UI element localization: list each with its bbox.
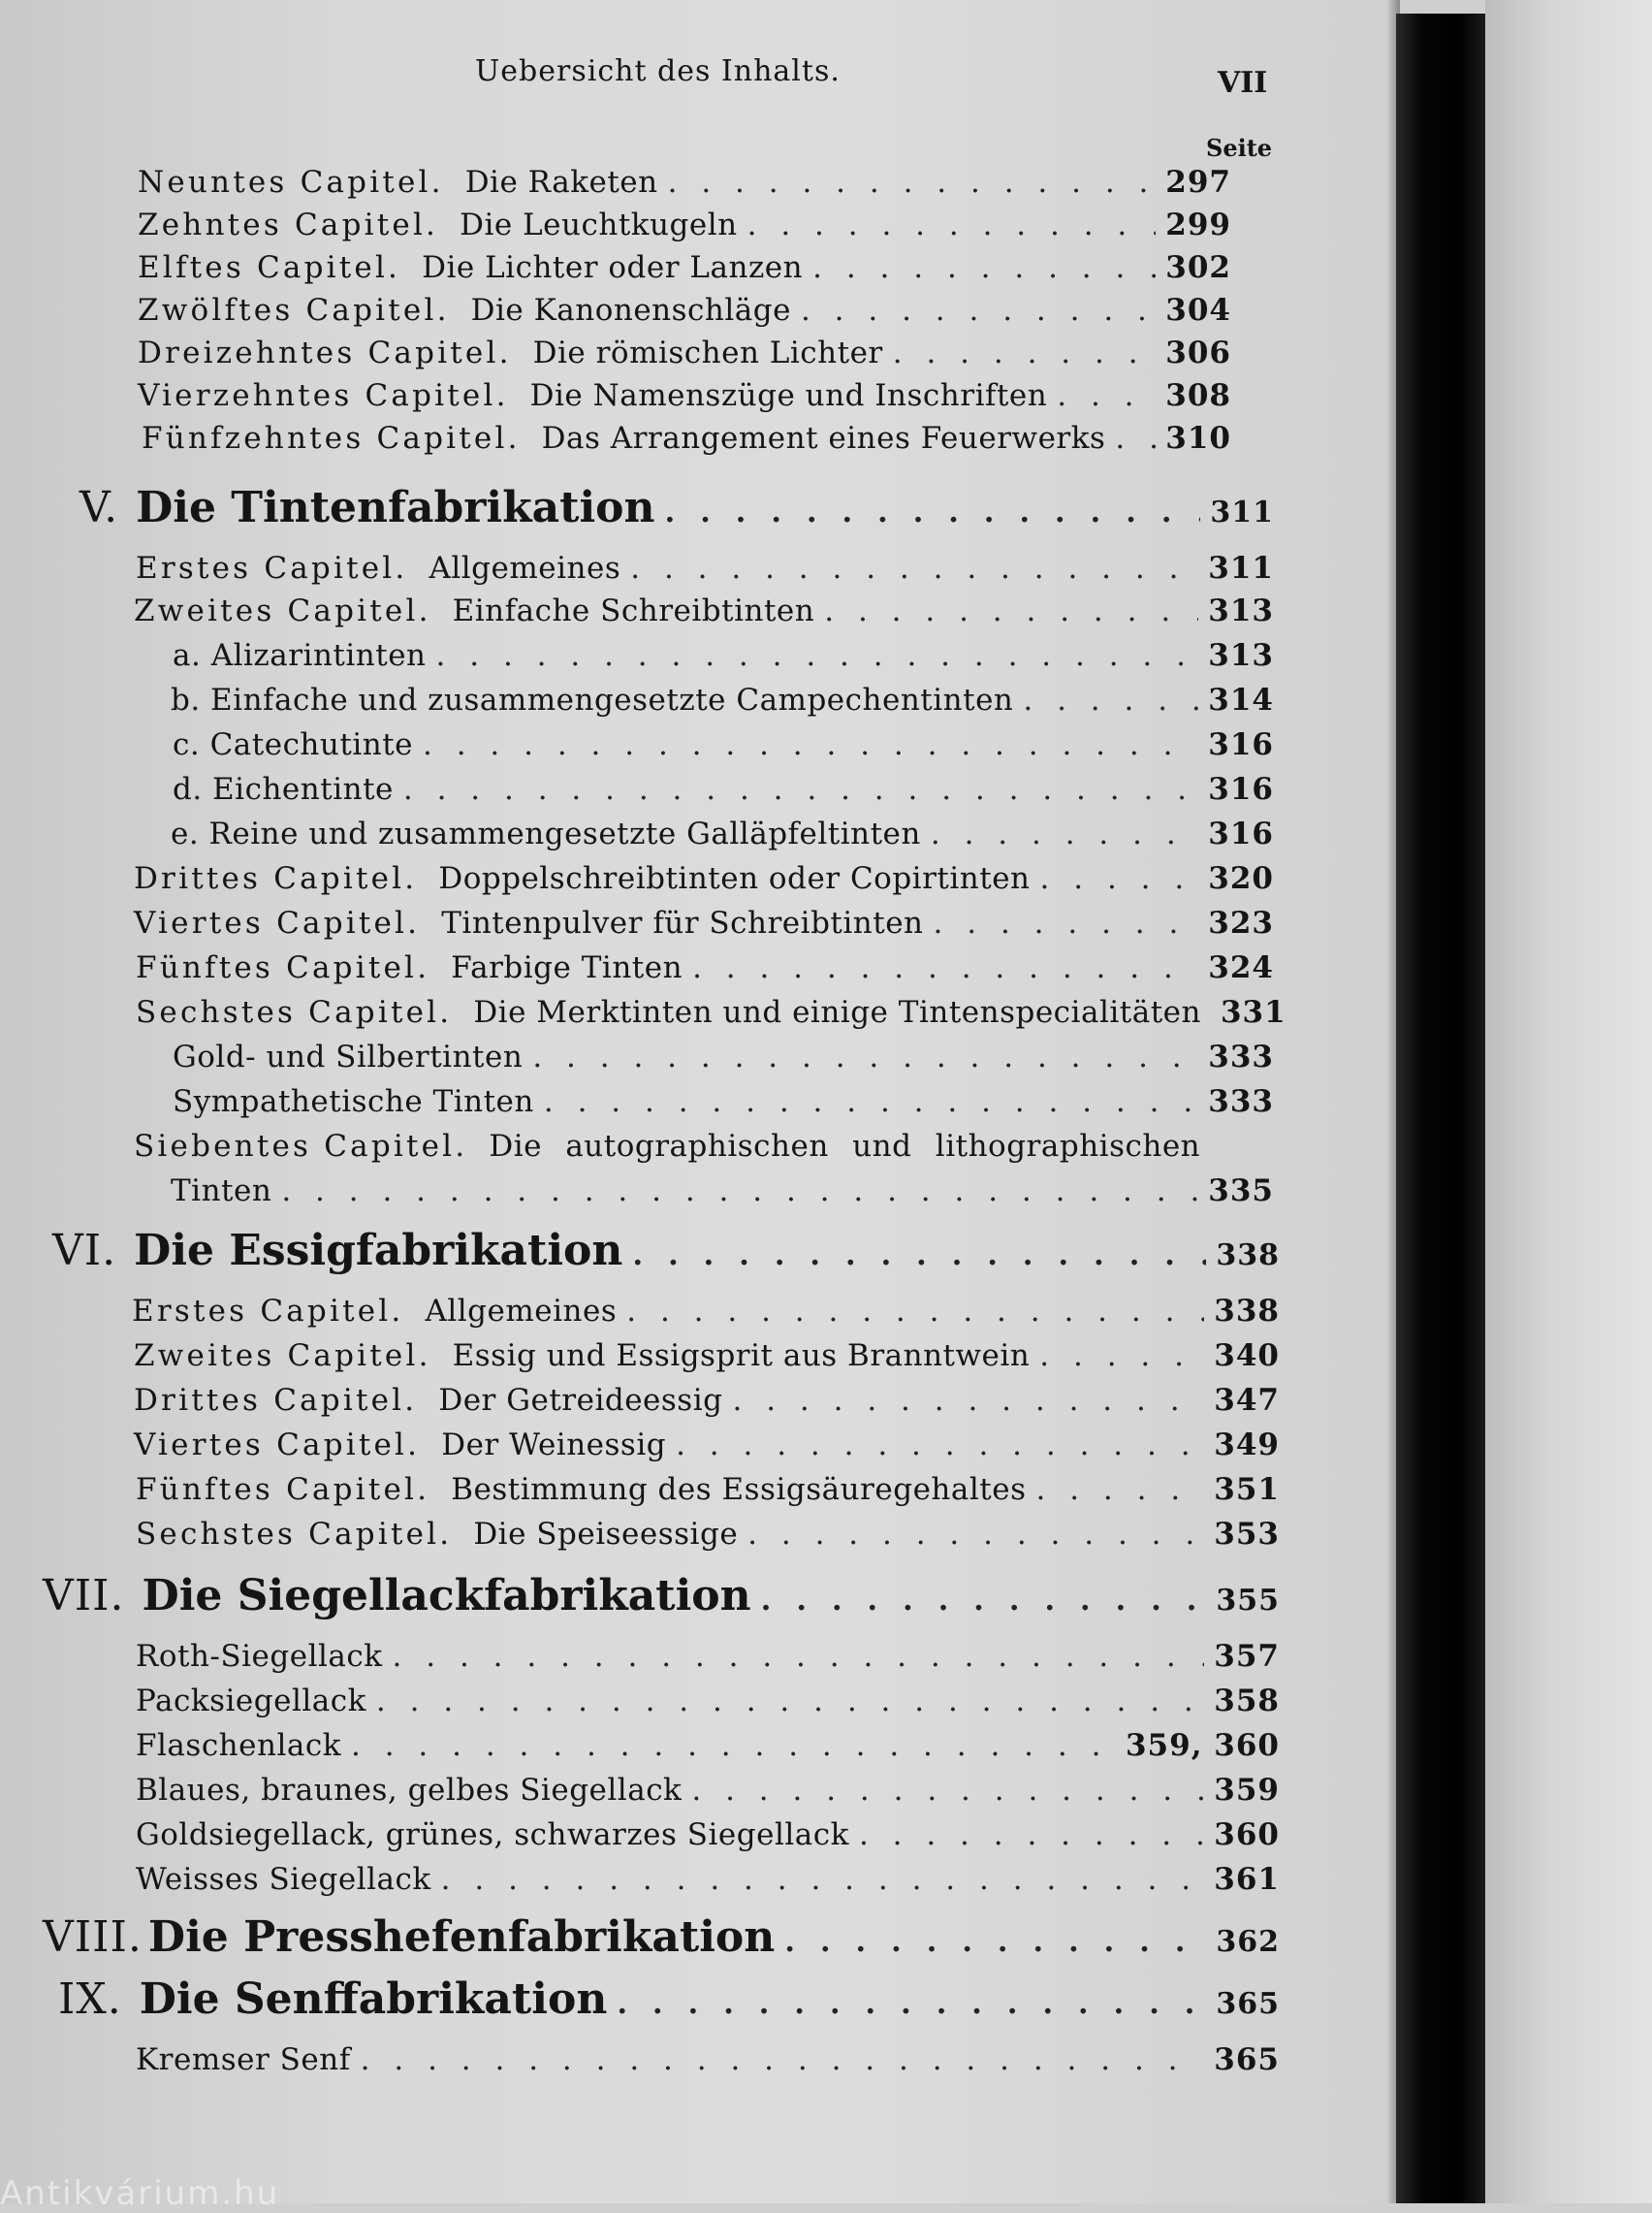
toc-entry: Drittes Capitel. Der Getreideessig . . . 347 bbox=[134, 1383, 1280, 1426]
part-heading: VII. Die Siegellackfabrikation . . . 355 bbox=[43, 1571, 1280, 1629]
dot-leader bbox=[632, 1237, 1206, 1272]
toc-subentry: Kremser Senf . . . 365 bbox=[136, 2042, 1280, 2085]
dot-leader bbox=[747, 208, 1157, 242]
dot-leader bbox=[747, 1517, 1204, 1552]
dot-leader bbox=[665, 495, 1201, 529]
part-heading: IX. Die Senffabrikation . . . 365 bbox=[58, 1974, 1280, 2033]
dot-leader bbox=[403, 772, 1198, 807]
dot-leader bbox=[801, 293, 1156, 328]
toc-entry: Erstes Capitel. Allgemeines . . . 311 bbox=[136, 551, 1274, 593]
dot-leader bbox=[617, 1986, 1206, 2021]
dot-leader bbox=[436, 638, 1199, 673]
toc-entry: Dreizehntes Capitel. Die römischen Lichter . . . 306 bbox=[138, 336, 1231, 378]
dot-leader bbox=[676, 1427, 1204, 1462]
dot-leader bbox=[1023, 683, 1198, 718]
dot-leader bbox=[812, 250, 1156, 285]
toc-subentry: c. Catechutinte . . . 316 bbox=[173, 727, 1274, 770]
seite-column-label: Seite bbox=[1206, 134, 1273, 162]
toc-entry: Fünftes Capitel. Bestimmung des Essigsäuregehaltes . . . 351 bbox=[136, 1472, 1280, 1515]
toc-subentry: d. Eichentinte . . . 316 bbox=[173, 772, 1274, 815]
toc-subentry: Gold- und Silbertinten . . . 333 bbox=[173, 1040, 1274, 1082]
toc-entry: Fünfzehntes Capitel. Das Arrangement eines Feuerwerks . . . 310 bbox=[142, 421, 1231, 464]
toc-entry: Sechstes Capitel. Die Speiseessige . . . 353 bbox=[136, 1517, 1280, 1559]
toc-entry: Vierzehntes Capitel. Die Namenszüge und Inschriften . . . 308 bbox=[138, 378, 1231, 421]
dot-leader bbox=[859, 1817, 1204, 1852]
dot-leader bbox=[1036, 1472, 1205, 1507]
part-heading: VIII. Die Presshefenfabrikation . . . 362 bbox=[43, 1912, 1280, 1971]
dot-leader bbox=[626, 1294, 1204, 1329]
dot-leader bbox=[824, 593, 1198, 628]
dot-leader bbox=[423, 727, 1198, 762]
dot-leader bbox=[1039, 1338, 1204, 1373]
part-heading: V. Die Tintenfabrikation . . . 311 bbox=[79, 483, 1274, 541]
dot-leader bbox=[376, 1684, 1204, 1718]
page-edge-background bbox=[1485, 0, 1652, 2203]
dot-leader bbox=[544, 1084, 1198, 1119]
book-spine bbox=[1396, 14, 1485, 2203]
toc-subentry: Flaschenlack . . . 359, 360 bbox=[136, 1728, 1280, 1771]
toc-entry: Drittes Capitel. Doppelschreibtinten oder Copirtinten . . . 320 bbox=[134, 861, 1274, 904]
toc-entry: Fünftes Capitel. Farbige Tinten . . . 324 bbox=[136, 950, 1274, 993]
toc-entry: Zweites Capitel. Einfache Schreibtinten . . . 313 bbox=[134, 593, 1274, 636]
toc-subentry: b. Einfache und zusammengesetzte Campechentinten . . . 314 bbox=[171, 683, 1274, 725]
toc-entry: Zehntes Capitel. Die Leuchtkugeln . . . 299 bbox=[138, 208, 1231, 250]
watermark: Antikvárium.hu bbox=[0, 2174, 280, 2213]
toc-entry: Elftes Capitel. Die Lichter oder Lanzen . . . 302 bbox=[138, 250, 1231, 293]
dot-leader bbox=[784, 1924, 1206, 1959]
toc-subentry: Roth-Siegellack . . . 357 bbox=[136, 1639, 1280, 1682]
dot-leader bbox=[361, 2042, 1205, 2077]
running-header-title: Uebersicht des Inhalts. bbox=[475, 54, 841, 88]
dot-leader bbox=[692, 950, 1198, 985]
dot-leader bbox=[1040, 861, 1199, 896]
dot-leader bbox=[732, 1383, 1204, 1418]
toc-entry: Neuntes Capitel. Die Raketen . . . 297 bbox=[138, 165, 1231, 208]
toc-entry: Erstes Capitel. Allgemeines . . . 338 bbox=[132, 1294, 1280, 1336]
dot-leader bbox=[691, 1773, 1204, 1808]
toc-entry: Viertes Capitel. Der Weinessig . . . 349 bbox=[134, 1427, 1280, 1470]
toc-subentry: a. Alizarintinten . . . 313 bbox=[173, 638, 1274, 681]
toc-subentry: Packsiegellack . . . 358 bbox=[136, 1684, 1280, 1726]
dot-leader bbox=[893, 336, 1157, 370]
dot-leader bbox=[668, 165, 1157, 200]
dot-leader bbox=[1115, 421, 1156, 456]
toc-subentry: Blaues, braunes, gelbes Siegellack . . . 359 bbox=[136, 1773, 1280, 1815]
dot-leader bbox=[351, 1728, 1116, 1763]
toc-entry: Siebentes Capitel. Die autographischen und lithographischen bbox=[134, 1129, 1201, 1164]
running-header-page-number: VII bbox=[1218, 66, 1268, 100]
toc-entry: Viertes Capitel. Tintenpulver für Schreibtinten . . . 323 bbox=[134, 906, 1274, 948]
dot-leader bbox=[630, 551, 1198, 586]
toc-subentry: Goldsiegellack, grünes, schwarzes Siegellack . . . 360 bbox=[136, 1817, 1280, 1860]
dot-leader bbox=[393, 1639, 1205, 1674]
toc-entry: Sechstes Capitel. Die Merktinten und einige Tintenspecialitäten 331 bbox=[136, 995, 1287, 1030]
toc-entry: Zweites Capitel. Essig und Essigsprit aus Branntwein . . . 340 bbox=[134, 1338, 1280, 1381]
dot-leader bbox=[934, 906, 1199, 941]
dot-leader bbox=[1057, 378, 1156, 413]
dot-leader bbox=[761, 1583, 1207, 1618]
dot-leader bbox=[281, 1173, 1198, 1208]
toc-subentry: e. Reine und zusammengesetzte Galläpfeltinten . . . 316 bbox=[171, 817, 1274, 859]
dot-leader bbox=[931, 817, 1198, 851]
part-heading: VI. Die Essigfabrikation . . . 338 bbox=[52, 1226, 1280, 1284]
toc-subentry: Sympathetische Tinten . . . 333 bbox=[173, 1084, 1274, 1127]
toc-entry: Zwölftes Capitel. Die Kanonenschläge . . . 304 bbox=[138, 293, 1231, 336]
toc-subentry: Weisses Siegellack . . . 361 bbox=[136, 1862, 1280, 1905]
dot-leader bbox=[532, 1040, 1198, 1074]
toc-entry-continuation: Tinten . . . 335 bbox=[171, 1173, 1274, 1216]
dot-leader bbox=[441, 1862, 1205, 1897]
